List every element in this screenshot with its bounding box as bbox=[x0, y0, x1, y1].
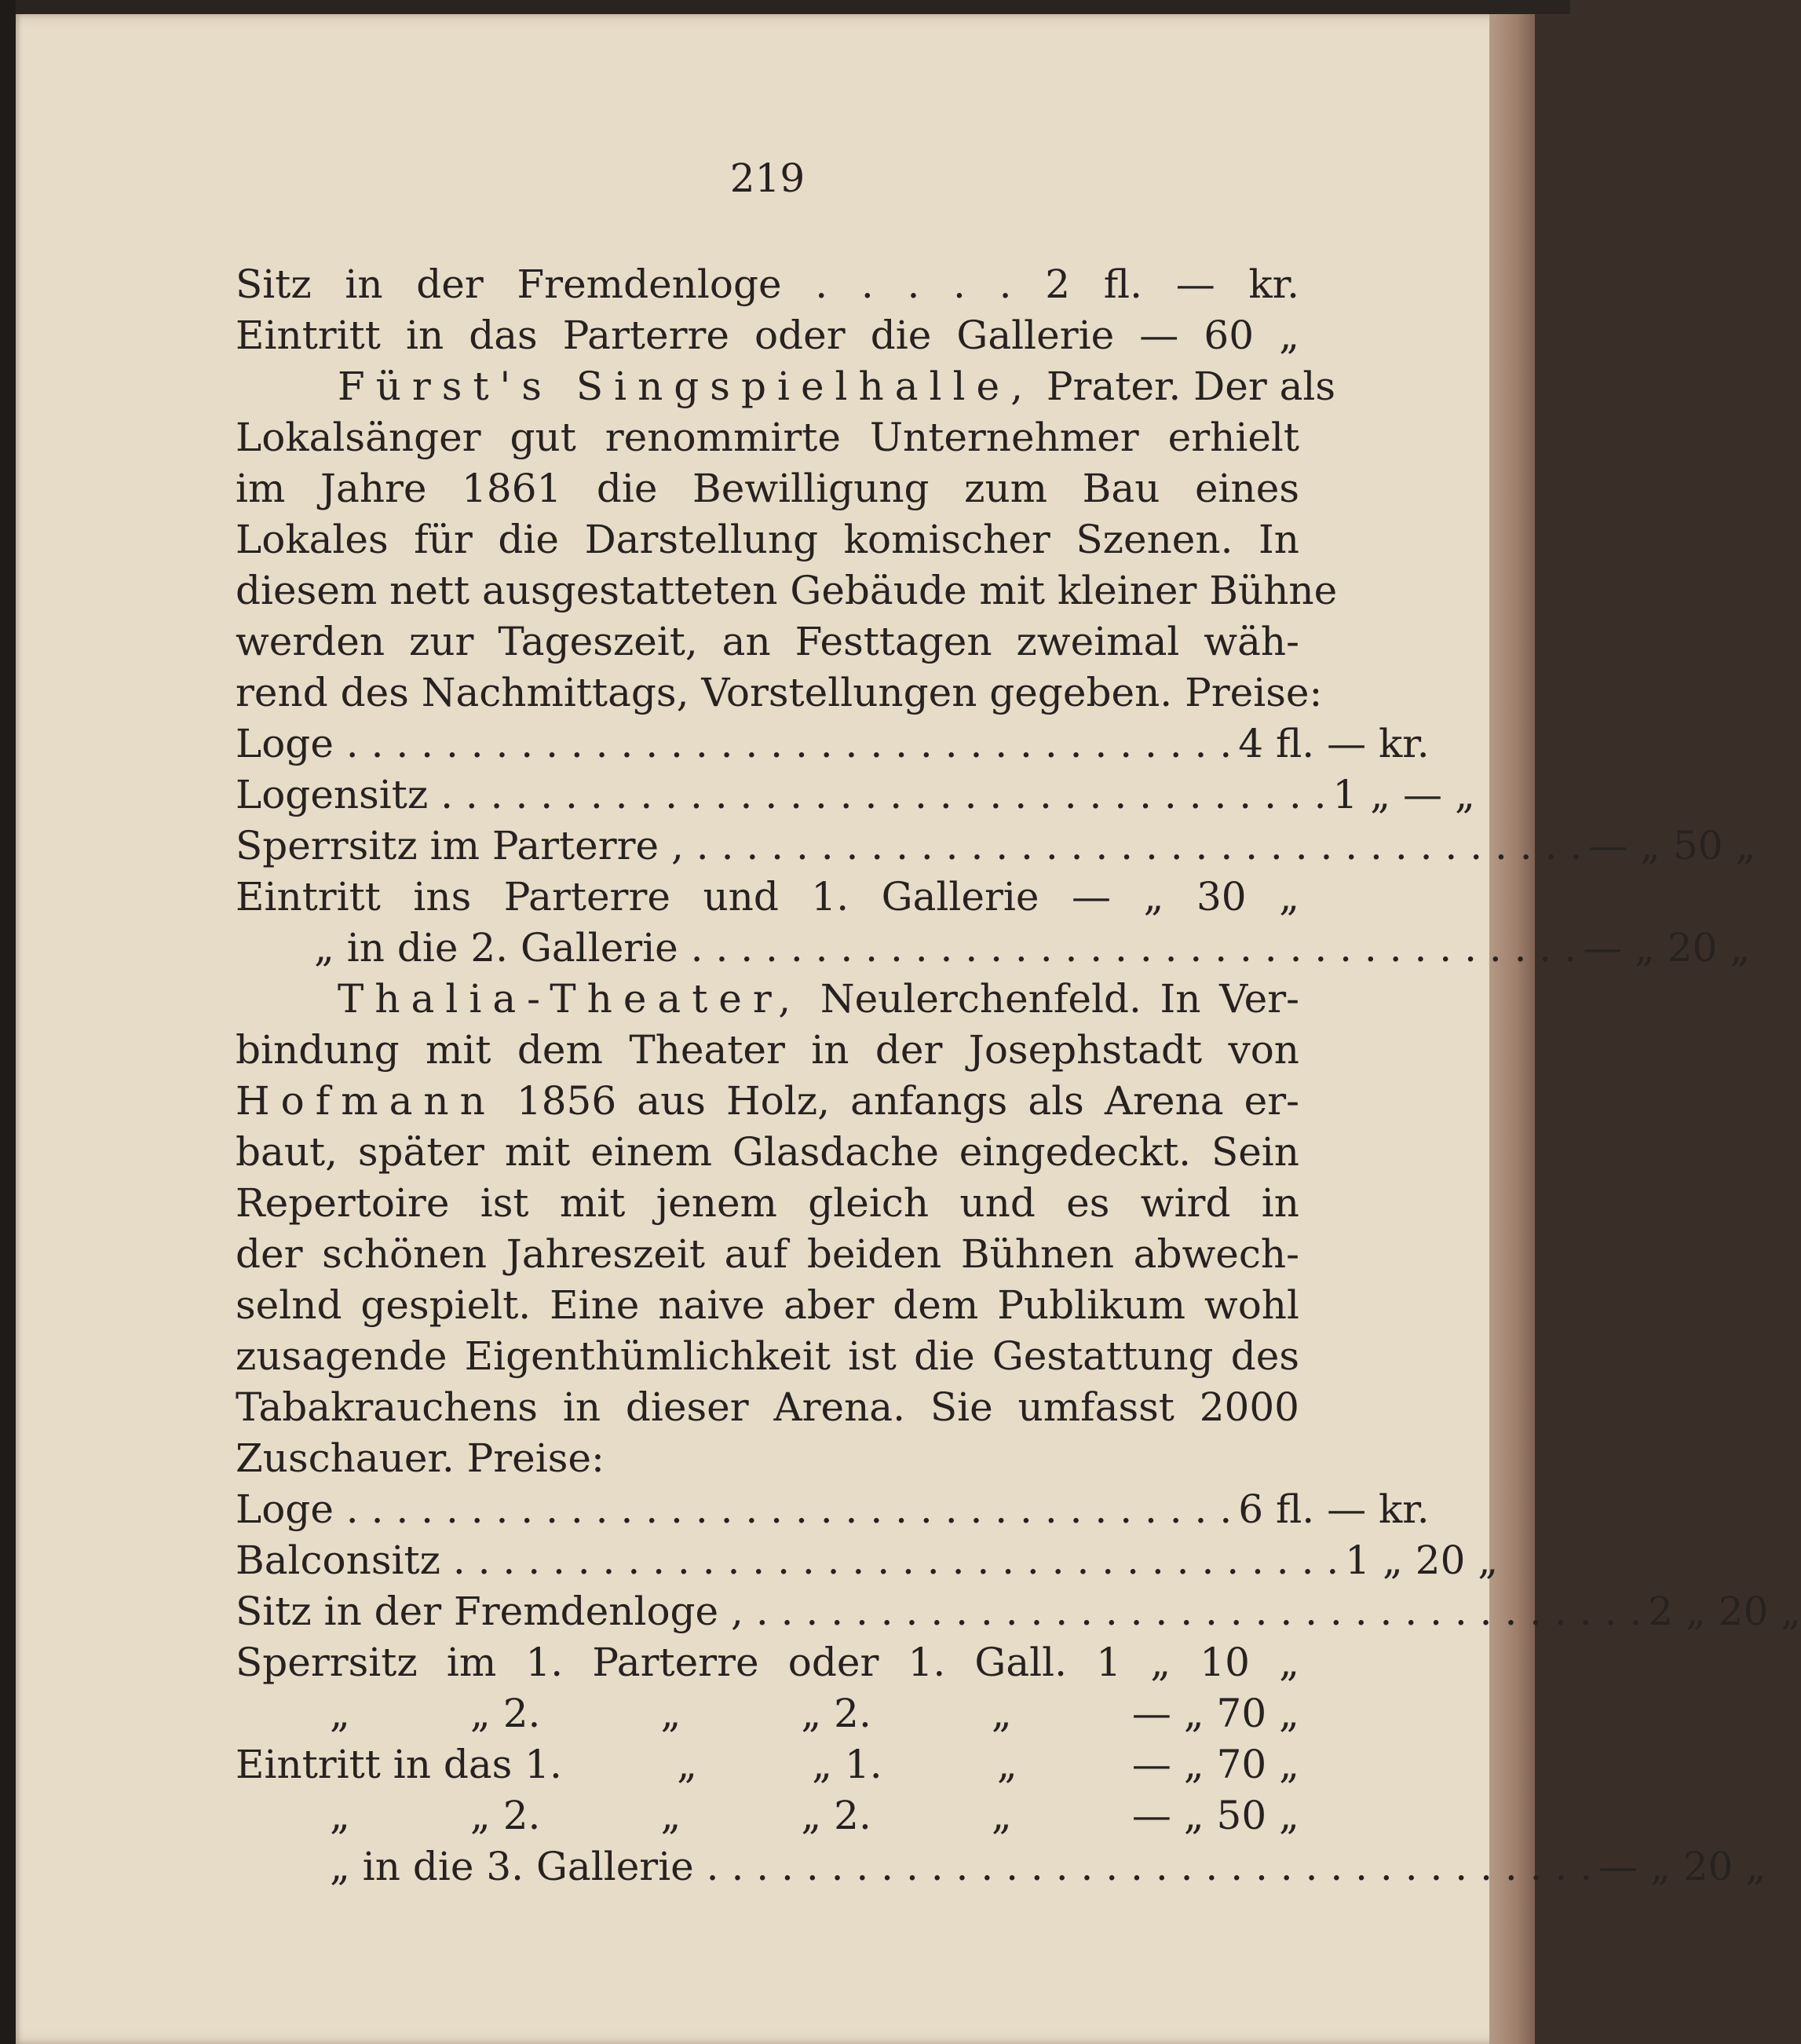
price-value: 6 fl. — kr. bbox=[1238, 1486, 1430, 1532]
price-label: Loge . . . . . . . . . . . . . . . . . . . . . . . . . . . . . . . . . . . . bbox=[236, 1486, 1233, 1532]
text-line bbox=[236, 974, 1299, 1024]
ditto-cell: „ 2. bbox=[469, 1793, 541, 1838]
ditto-mark: „ bbox=[660, 1793, 681, 1838]
price-value: 1 „ 20 „ bbox=[1345, 1538, 1499, 1583]
price-label: Sitz in der Fremdenloge , . . . . . . . . . . . . . . . . . . . . . . . . . . . . . . . . . . . . bbox=[236, 1589, 1642, 1634]
price-value: — „ 50 „ bbox=[1588, 823, 1756, 868]
ditto-cell: „ 1. bbox=[812, 1742, 882, 1787]
text-run: Neulerchenfeld. In Ver- bbox=[802, 976, 1299, 1022]
text-line: baut, später mit einem Glasdache eingedeckt. Sein bbox=[236, 1129, 1299, 1175]
price-value: — „ 70 „ bbox=[1131, 1742, 1299, 1787]
price-label: „ in die 3. Gallerie . . . . . . . . . . . . . . . . . . . . . . . . . . . . . . . . . . . . bbox=[330, 1844, 1593, 1889]
text-line: Lokalsänger gut renommirte Unternehmer erhielt bbox=[236, 415, 1299, 460]
ditto-cell: „ 2. bbox=[469, 1691, 541, 1736]
ditto-cell: Eintritt in das 1. bbox=[236, 1742, 562, 1787]
price-row bbox=[236, 1688, 1299, 1739]
price-row bbox=[236, 1739, 1299, 1790]
price-value: 1 „ — „ bbox=[1332, 772, 1475, 817]
text-line: Sitz in der Fremdenloge . . . . . 2 fl. — kr. bbox=[236, 261, 1299, 307]
price-label: „ in die 2. Gallerie . . . . . . . . . . . . . . . . . . . . . . . . . . . . . . . . . . . . bbox=[314, 925, 1577, 971]
price-label: Loge . . . . . . . . . . . . . . . . . . . . . . . . . . . . . . . . . . . . bbox=[236, 721, 1233, 766]
price-row bbox=[236, 1841, 1766, 1892]
price-label: Sperrsitz im Parterre , . . . . . . . . . . . . . . . . . . . . . . . . . . . . . . . . . . . . bbox=[236, 823, 1583, 868]
text-line: Eintritt in das Parterre oder die Gallerie — 60 „ bbox=[236, 313, 1299, 358]
price-label: Logensitz . . . . . . . . . . . . . . . . . . . . . . . . . . . . . . . . . . . . bbox=[236, 772, 1327, 817]
price-value: — „ 70 „ bbox=[1131, 1691, 1299, 1736]
price-row bbox=[236, 1790, 1299, 1841]
ditto-mark: „ bbox=[996, 1742, 1017, 1787]
price-value: — „ 20 „ bbox=[1583, 925, 1751, 971]
price-row bbox=[236, 1586, 1801, 1636]
ditto-cell: „ 2. bbox=[801, 1691, 871, 1736]
price-row bbox=[236, 1484, 1430, 1534]
text-line: zusagende Eigenthümlichkeit ist die Gestattung des bbox=[236, 1333, 1299, 1379]
price-row bbox=[236, 1535, 1499, 1585]
price-row: Eintritt ins Parterre und 1. Gallerie — „ 30 „ bbox=[236, 874, 1299, 920]
ditto-mark: „ bbox=[330, 1691, 350, 1736]
price-value: — „ 20 „ bbox=[1598, 1844, 1766, 1889]
price-value: — „ 50 „ bbox=[1131, 1793, 1299, 1838]
text-line: bindung mit dem Theater in der Josephstadt von bbox=[236, 1027, 1299, 1073]
text-run: Prater. Der als bbox=[1034, 364, 1336, 409]
price-row: Sperrsitz im 1. Parterre oder 1. Gall. 1 „ 10 „ bbox=[236, 1640, 1299, 1685]
price-label: Balconsitz . . . . . . . . . . . . . . . . . . . . . . . . . . . . . . . . . . . . bbox=[236, 1538, 1339, 1583]
text-line bbox=[236, 361, 1336, 411]
ditto-mark: „ bbox=[660, 1691, 681, 1736]
price-row bbox=[236, 719, 1430, 769]
top-border bbox=[0, 0, 1570, 14]
text-line: der schönen Jahreszeit auf beiden Bühnen abwech- bbox=[236, 1231, 1299, 1277]
price-row bbox=[236, 821, 1756, 871]
section-heading: Thalia-Theater, bbox=[338, 976, 802, 1022]
text-line: diesem nett ausgestatteten Gebäude mit kleiner Bühne bbox=[236, 568, 1338, 613]
page-number: 219 bbox=[729, 155, 806, 201]
text-line: Repertoire ist mit jenem gleich und es wird in bbox=[236, 1180, 1299, 1226]
text-run: 1856 aus Holz, anfangs als Arena er- bbox=[495, 1078, 1299, 1124]
ditto-mark: „ bbox=[991, 1691, 1012, 1736]
price-value: 4 fl. — kr. bbox=[1238, 721, 1430, 766]
ditto-cell: „ 2. bbox=[801, 1793, 871, 1838]
price-value: 2 „ 20 „ bbox=[1648, 1589, 1801, 1634]
ditto-mark: „ bbox=[677, 1742, 697, 1787]
text-line: Tabakrauchens in dieser Arena. Sie umfasst 2000 bbox=[236, 1384, 1299, 1430]
ditto-mark: „ bbox=[991, 1793, 1012, 1838]
name-spaced: Hofmann bbox=[236, 1078, 496, 1124]
text-line: Zuschauer. Preise: bbox=[236, 1435, 605, 1481]
text-line: werden zur Tageszeit, an Festtagen zweimal wäh- bbox=[236, 619, 1299, 664]
text-line: Lokales für die Darstellung komischer Szenen. In bbox=[236, 517, 1299, 562]
text-line bbox=[236, 1076, 1299, 1126]
ditto-mark: „ bbox=[330, 1793, 350, 1838]
text-line: selnd gespielt. Eine naive aber dem Publikum wohl bbox=[236, 1282, 1299, 1328]
page-edge bbox=[1489, 14, 1535, 2044]
left-border bbox=[0, 0, 16, 2044]
price-row bbox=[236, 770, 1475, 820]
section-heading: Fürst's Singspielhalle, bbox=[338, 364, 1035, 409]
text-line: im Jahre 1861 die Bewilligung zum Bau eines bbox=[236, 466, 1299, 511]
price-row bbox=[236, 923, 1751, 973]
text-line: rend des Nachmittags, Vorstellungen gegeben. Preise: bbox=[236, 670, 1323, 715]
